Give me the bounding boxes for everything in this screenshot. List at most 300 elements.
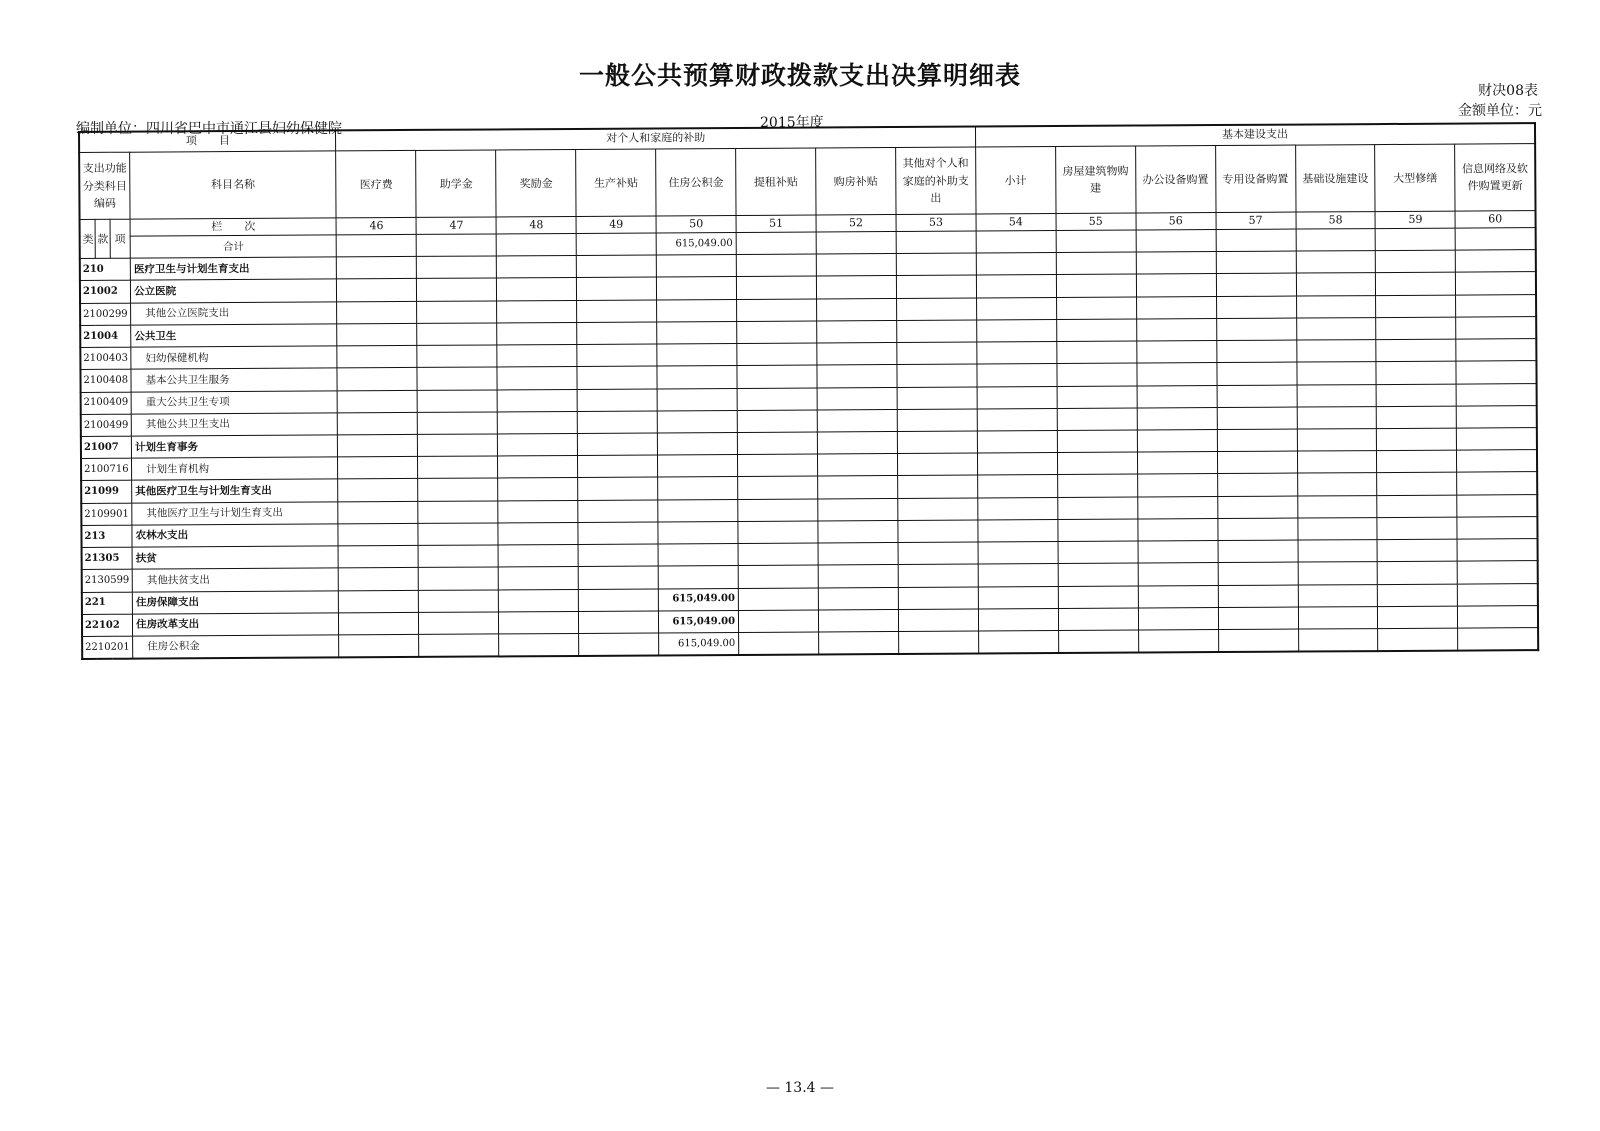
- value-cell: [657, 410, 737, 433]
- value-cell: [1457, 539, 1537, 562]
- value-cell: [1057, 363, 1137, 386]
- value-cell: [1216, 296, 1296, 319]
- row-name: 其他医疗卫生与计划生育支出: [132, 502, 339, 525]
- value-cell: [817, 409, 897, 432]
- value-cell: [736, 254, 816, 277]
- row-code: 21099: [81, 481, 132, 504]
- value-cell: [498, 411, 578, 434]
- value-cell: [497, 300, 577, 323]
- value-cell: [1217, 429, 1297, 452]
- value-cell: [658, 566, 738, 589]
- value-cell: [418, 456, 498, 479]
- value-cell: [658, 432, 738, 455]
- value-cell: 615,049.00: [659, 610, 739, 633]
- value-cell: [1457, 472, 1537, 495]
- value-cell: [1377, 406, 1457, 429]
- row-code: 2100403: [80, 347, 131, 370]
- value-cell: [1457, 405, 1537, 428]
- value-cell: [1298, 584, 1378, 607]
- value-cell: [738, 521, 818, 544]
- value-cell: [1217, 362, 1297, 385]
- row-code: 2100499: [81, 414, 132, 437]
- total-cell: [816, 232, 896, 254]
- column-number: 54: [976, 213, 1056, 231]
- value-cell: [978, 497, 1058, 520]
- value-cell: [818, 543, 898, 566]
- row-code: 21004: [80, 325, 131, 348]
- column-number: 47: [416, 217, 496, 235]
- row-name: 住房保障支出: [132, 590, 339, 613]
- value-cell: [1138, 563, 1218, 586]
- value-cell: [818, 565, 898, 588]
- value-cell: 615,049.00: [658, 588, 738, 611]
- value-cell: [657, 344, 737, 367]
- value-cell: [1298, 606, 1378, 629]
- column-header: 提租补贴: [736, 148, 816, 215]
- value-cell: [1377, 450, 1457, 473]
- value-cell: [1458, 561, 1538, 584]
- value-cell: [1217, 496, 1297, 519]
- value-cell: [978, 631, 1058, 654]
- value-cell: [499, 611, 579, 634]
- value-cell: [337, 368, 417, 391]
- row-code: 2100409: [81, 392, 132, 415]
- row-name: 住房改革支出: [133, 613, 340, 636]
- value-cell: [498, 456, 578, 479]
- value-cell: [1218, 562, 1298, 585]
- form-number: 财决08表: [1478, 83, 1538, 99]
- value-cell: [1218, 585, 1298, 608]
- value-cell: [1056, 319, 1136, 342]
- value-cell: [1296, 340, 1376, 363]
- value-cell: [978, 564, 1058, 587]
- value-cell: [418, 523, 498, 546]
- column-header: 助学金: [416, 150, 496, 217]
- value-cell: [737, 432, 817, 455]
- value-cell: [1378, 628, 1458, 651]
- value-cell: [1376, 295, 1456, 318]
- amount-unit: 金额单位：元: [1458, 103, 1542, 119]
- column-header: 奖励金: [496, 150, 576, 217]
- value-cell: [419, 612, 499, 635]
- header-lanci: 栏 次: [130, 218, 336, 237]
- value-cell: [417, 278, 497, 301]
- row-name: 公共卫生: [131, 324, 338, 347]
- value-cell: [1217, 385, 1297, 408]
- value-cell: [338, 479, 418, 502]
- value-cell: [1376, 273, 1456, 296]
- value-cell: [897, 387, 977, 410]
- value-cell: [1057, 430, 1137, 453]
- total-cell: [1455, 228, 1535, 250]
- value-cell: [898, 587, 978, 610]
- value-cell: [817, 298, 897, 321]
- value-cell: [1216, 318, 1296, 341]
- total-cell: [736, 232, 816, 254]
- row-code: 2130599: [82, 570, 133, 593]
- column-header: 大型修缮: [1375, 144, 1455, 211]
- value-cell: [976, 275, 1056, 298]
- value-cell: [738, 454, 818, 477]
- value-cell: [1298, 540, 1378, 563]
- value-cell: [578, 566, 658, 589]
- row-code: 2210201: [82, 636, 133, 659]
- value-cell: [657, 366, 737, 389]
- page-number: — 13.4 —: [765, 1080, 835, 1096]
- value-cell: [1376, 339, 1456, 362]
- page-title: 一般公共预算财政拨款支出决算明细表: [578, 61, 1021, 90]
- value-cell: [337, 346, 417, 369]
- value-cell: [738, 476, 818, 499]
- value-cell: [417, 323, 497, 346]
- value-cell: [419, 634, 499, 657]
- value-cell: [738, 565, 818, 588]
- value-cell: [1136, 296, 1216, 319]
- value-cell: [978, 542, 1058, 565]
- header-kuan: 款: [95, 219, 110, 259]
- value-cell: [817, 320, 897, 343]
- value-cell: [338, 523, 418, 546]
- total-cell: [1296, 229, 1376, 251]
- row-code: 213: [81, 525, 132, 548]
- value-cell: [1378, 584, 1458, 607]
- value-cell: [338, 434, 418, 457]
- value-cell: [977, 475, 1057, 498]
- value-cell: [339, 568, 419, 591]
- total-cell: [417, 234, 497, 256]
- column-header: 医疗费: [336, 151, 416, 218]
- total-cell: [1136, 230, 1216, 252]
- value-cell: [1138, 518, 1218, 541]
- value-cell: [739, 632, 819, 655]
- value-cell: [898, 542, 978, 565]
- header-group-subsidy: 对个人和家庭的补助: [336, 127, 975, 152]
- value-cell: [1378, 561, 1458, 584]
- value-cell: [1138, 585, 1218, 608]
- value-cell: [737, 365, 817, 388]
- value-cell: [577, 411, 657, 434]
- row-code: 21002: [80, 281, 131, 304]
- value-cell: [577, 300, 657, 323]
- value-cell: [338, 457, 418, 480]
- value-cell: [897, 409, 977, 432]
- column-header: 办公设备购置: [1135, 146, 1215, 213]
- value-cell: [1298, 629, 1378, 652]
- value-cell: [1136, 252, 1216, 275]
- value-cell: [738, 543, 818, 566]
- value-cell: [896, 276, 976, 299]
- value-cell: [1218, 540, 1298, 563]
- value-cell: [1457, 494, 1537, 517]
- value-cell: [896, 253, 976, 276]
- row-name: 农林水支出: [132, 524, 339, 547]
- value-cell: [1377, 495, 1457, 518]
- value-cell: [1137, 407, 1217, 430]
- row-code: 2100299: [80, 303, 131, 326]
- value-cell: [737, 388, 817, 411]
- column-header: 房屋建筑物购建: [1055, 146, 1135, 213]
- value-cell: [1377, 539, 1457, 562]
- value-cell: [1217, 451, 1297, 474]
- value-cell: [1296, 273, 1376, 296]
- value-cell: [1218, 629, 1298, 652]
- value-cell: [1057, 474, 1137, 497]
- column-number: 53: [896, 214, 976, 232]
- value-cell: [1378, 606, 1458, 629]
- value-cell: [1058, 608, 1138, 631]
- value-cell: [1216, 251, 1296, 274]
- column-number: 50: [656, 215, 736, 233]
- header-name-col: 科目名称: [130, 151, 337, 219]
- value-cell: [1058, 519, 1138, 542]
- value-cell: [1376, 250, 1456, 273]
- row-name: 基本公共卫生服务: [131, 368, 338, 391]
- value-cell: [498, 433, 578, 456]
- value-cell: [977, 453, 1057, 476]
- column-header: 购房补贴: [816, 148, 896, 215]
- value-cell: [497, 322, 577, 345]
- value-cell: [1217, 407, 1297, 430]
- column-header: 信息网络及软件购置更新: [1455, 144, 1536, 211]
- header-code-col: 支出功能分类科目编码: [79, 152, 130, 219]
- value-cell: [1057, 408, 1137, 431]
- value-cell: [417, 301, 497, 324]
- value-cell: [497, 367, 577, 390]
- value-cell: [578, 544, 658, 567]
- value-cell: [977, 342, 1057, 365]
- total-cell: [1376, 229, 1456, 251]
- value-cell: [818, 498, 898, 521]
- total-cell: [1056, 230, 1136, 252]
- value-cell: [339, 546, 419, 569]
- value-cell: [339, 634, 419, 657]
- value-cell: [658, 477, 738, 500]
- column-header: 其他对个人和家庭的补助支出: [896, 147, 976, 214]
- value-cell: [1137, 385, 1217, 408]
- value-cell: [337, 323, 417, 346]
- value-cell: 615,049.00: [659, 632, 739, 655]
- value-cell: [578, 455, 658, 478]
- value-cell: [1136, 318, 1216, 341]
- value-cell: [1057, 452, 1137, 475]
- value-cell: [338, 412, 418, 435]
- value-cell: [1138, 630, 1218, 653]
- value-cell: [497, 389, 577, 412]
- value-cell: [898, 475, 978, 498]
- value-cell: [658, 521, 738, 544]
- value-cell: [498, 500, 578, 523]
- value-cell: [579, 589, 659, 612]
- column-number: 60: [1455, 210, 1535, 228]
- value-cell: [1456, 294, 1536, 317]
- value-cell: [657, 321, 737, 344]
- value-cell: [1456, 272, 1536, 295]
- value-cell: [817, 454, 897, 477]
- value-cell: [1298, 562, 1378, 585]
- value-cell: [1136, 274, 1216, 297]
- value-cell: [658, 544, 738, 567]
- value-cell: [578, 477, 658, 500]
- value-cell: [1297, 451, 1377, 474]
- total-label: 合计: [130, 235, 337, 258]
- value-cell: [978, 608, 1058, 631]
- value-cell: [418, 478, 498, 501]
- budget-table: [78, 122, 1539, 660]
- value-cell: [817, 432, 897, 455]
- row-code: 221: [82, 592, 133, 615]
- value-cell: [417, 345, 497, 368]
- header-lei: 类: [80, 219, 95, 259]
- value-cell: [1217, 518, 1297, 541]
- value-cell: [1138, 541, 1218, 564]
- value-cell: [977, 408, 1057, 431]
- value-cell: [818, 476, 898, 499]
- value-cell: [577, 389, 657, 412]
- value-cell: [498, 522, 578, 545]
- value-cell: [497, 345, 577, 368]
- value-cell: [498, 567, 578, 590]
- value-cell: [657, 299, 737, 322]
- value-cell: [896, 298, 976, 321]
- value-cell: [977, 319, 1057, 342]
- row-code: 2100716: [81, 458, 132, 481]
- value-cell: [1137, 452, 1217, 475]
- value-cell: [1457, 450, 1537, 473]
- value-cell: [1296, 251, 1376, 274]
- value-cell: [418, 412, 498, 435]
- value-cell: [1056, 252, 1136, 275]
- row-code: 21305: [82, 547, 133, 570]
- column-header: 小计: [975, 147, 1055, 214]
- value-cell: [339, 590, 419, 613]
- column-number: 55: [1056, 213, 1136, 231]
- value-cell: [657, 277, 737, 300]
- value-cell: [897, 342, 977, 365]
- row-name: 住房公积金: [133, 635, 340, 659]
- header-item: 项 目: [79, 130, 336, 152]
- value-cell: [818, 587, 898, 610]
- row-code: 2109901: [81, 503, 132, 526]
- value-cell: [1056, 297, 1136, 320]
- value-cell: [419, 567, 499, 590]
- value-cell: [737, 410, 817, 433]
- value-cell: [1216, 274, 1296, 297]
- value-cell: [1217, 474, 1297, 497]
- value-cell: [1218, 607, 1298, 630]
- value-cell: [577, 277, 657, 300]
- value-cell: [1377, 428, 1457, 451]
- value-cell: [418, 434, 498, 457]
- value-cell: [1057, 341, 1137, 364]
- value-cell: [1297, 517, 1377, 540]
- value-cell: [897, 453, 977, 476]
- value-cell: [1456, 383, 1536, 406]
- value-cell: [1377, 473, 1457, 496]
- value-cell: [337, 279, 417, 302]
- value-cell: [1058, 630, 1138, 653]
- header-xiang: 项: [110, 219, 130, 259]
- value-cell: [498, 478, 578, 501]
- value-cell: [577, 322, 657, 345]
- value-cell: [898, 520, 978, 543]
- value-cell: [578, 433, 658, 456]
- value-cell: [498, 545, 578, 568]
- column-number: 59: [1375, 211, 1455, 229]
- value-cell: [577, 255, 657, 278]
- column-number: 51: [736, 215, 816, 233]
- value-cell: [1136, 341, 1216, 364]
- value-cell: [817, 343, 897, 366]
- value-cell: [737, 321, 817, 344]
- value-cell: [1376, 317, 1456, 340]
- total-cell: [337, 235, 417, 257]
- value-cell: [658, 499, 738, 522]
- value-cell: [1137, 474, 1217, 497]
- value-cell: [977, 364, 1057, 387]
- value-cell: [978, 519, 1058, 542]
- value-cell: [738, 499, 818, 522]
- value-cell: [1377, 384, 1457, 407]
- value-cell: [1297, 495, 1377, 518]
- value-cell: [817, 387, 897, 410]
- value-cell: [1456, 339, 1536, 362]
- value-cell: [578, 500, 658, 523]
- value-cell: [337, 257, 417, 280]
- value-cell: [819, 631, 899, 654]
- row-name: 其他公立医院支出: [131, 302, 338, 325]
- value-cell: [977, 431, 1057, 454]
- value-cell: [1216, 340, 1296, 363]
- column-number: 58: [1296, 211, 1376, 229]
- column-number: 52: [816, 214, 896, 232]
- value-cell: [417, 390, 497, 413]
- value-cell: [1138, 607, 1218, 630]
- value-cell: [579, 611, 659, 634]
- row-name: 计划生育机构: [132, 457, 339, 480]
- value-cell: [898, 564, 978, 587]
- value-cell: [1296, 295, 1376, 318]
- value-cell: [977, 386, 1057, 409]
- value-cell: [418, 545, 498, 568]
- total-cell: [1216, 230, 1296, 252]
- row-code: 2100408: [80, 370, 131, 393]
- value-cell: [1458, 583, 1538, 606]
- total-cell: [976, 231, 1056, 253]
- column-number: 56: [1136, 212, 1216, 230]
- value-cell: [338, 501, 418, 524]
- row-name: 医疗卫生与计划生育支出: [130, 257, 337, 280]
- row-name: 计划生育事务: [131, 435, 338, 458]
- value-cell: [1056, 275, 1136, 298]
- value-cell: [338, 390, 418, 413]
- value-cell: [898, 609, 978, 632]
- value-cell: [818, 609, 898, 632]
- value-cell: [1296, 317, 1376, 340]
- value-cell: [976, 297, 1056, 320]
- column-header: 基础设施建设: [1295, 145, 1375, 212]
- row-name: 其他医疗卫生与计划生育支出: [132, 479, 339, 502]
- value-cell: [417, 256, 497, 279]
- value-cell: [499, 589, 579, 612]
- value-cell: [1137, 430, 1217, 453]
- value-cell: [658, 455, 738, 478]
- value-cell: [1376, 361, 1456, 384]
- value-cell: [816, 254, 896, 277]
- value-cell: [497, 256, 577, 279]
- value-cell: [578, 522, 658, 545]
- total-cell: [496, 234, 576, 256]
- value-cell: [1058, 497, 1138, 520]
